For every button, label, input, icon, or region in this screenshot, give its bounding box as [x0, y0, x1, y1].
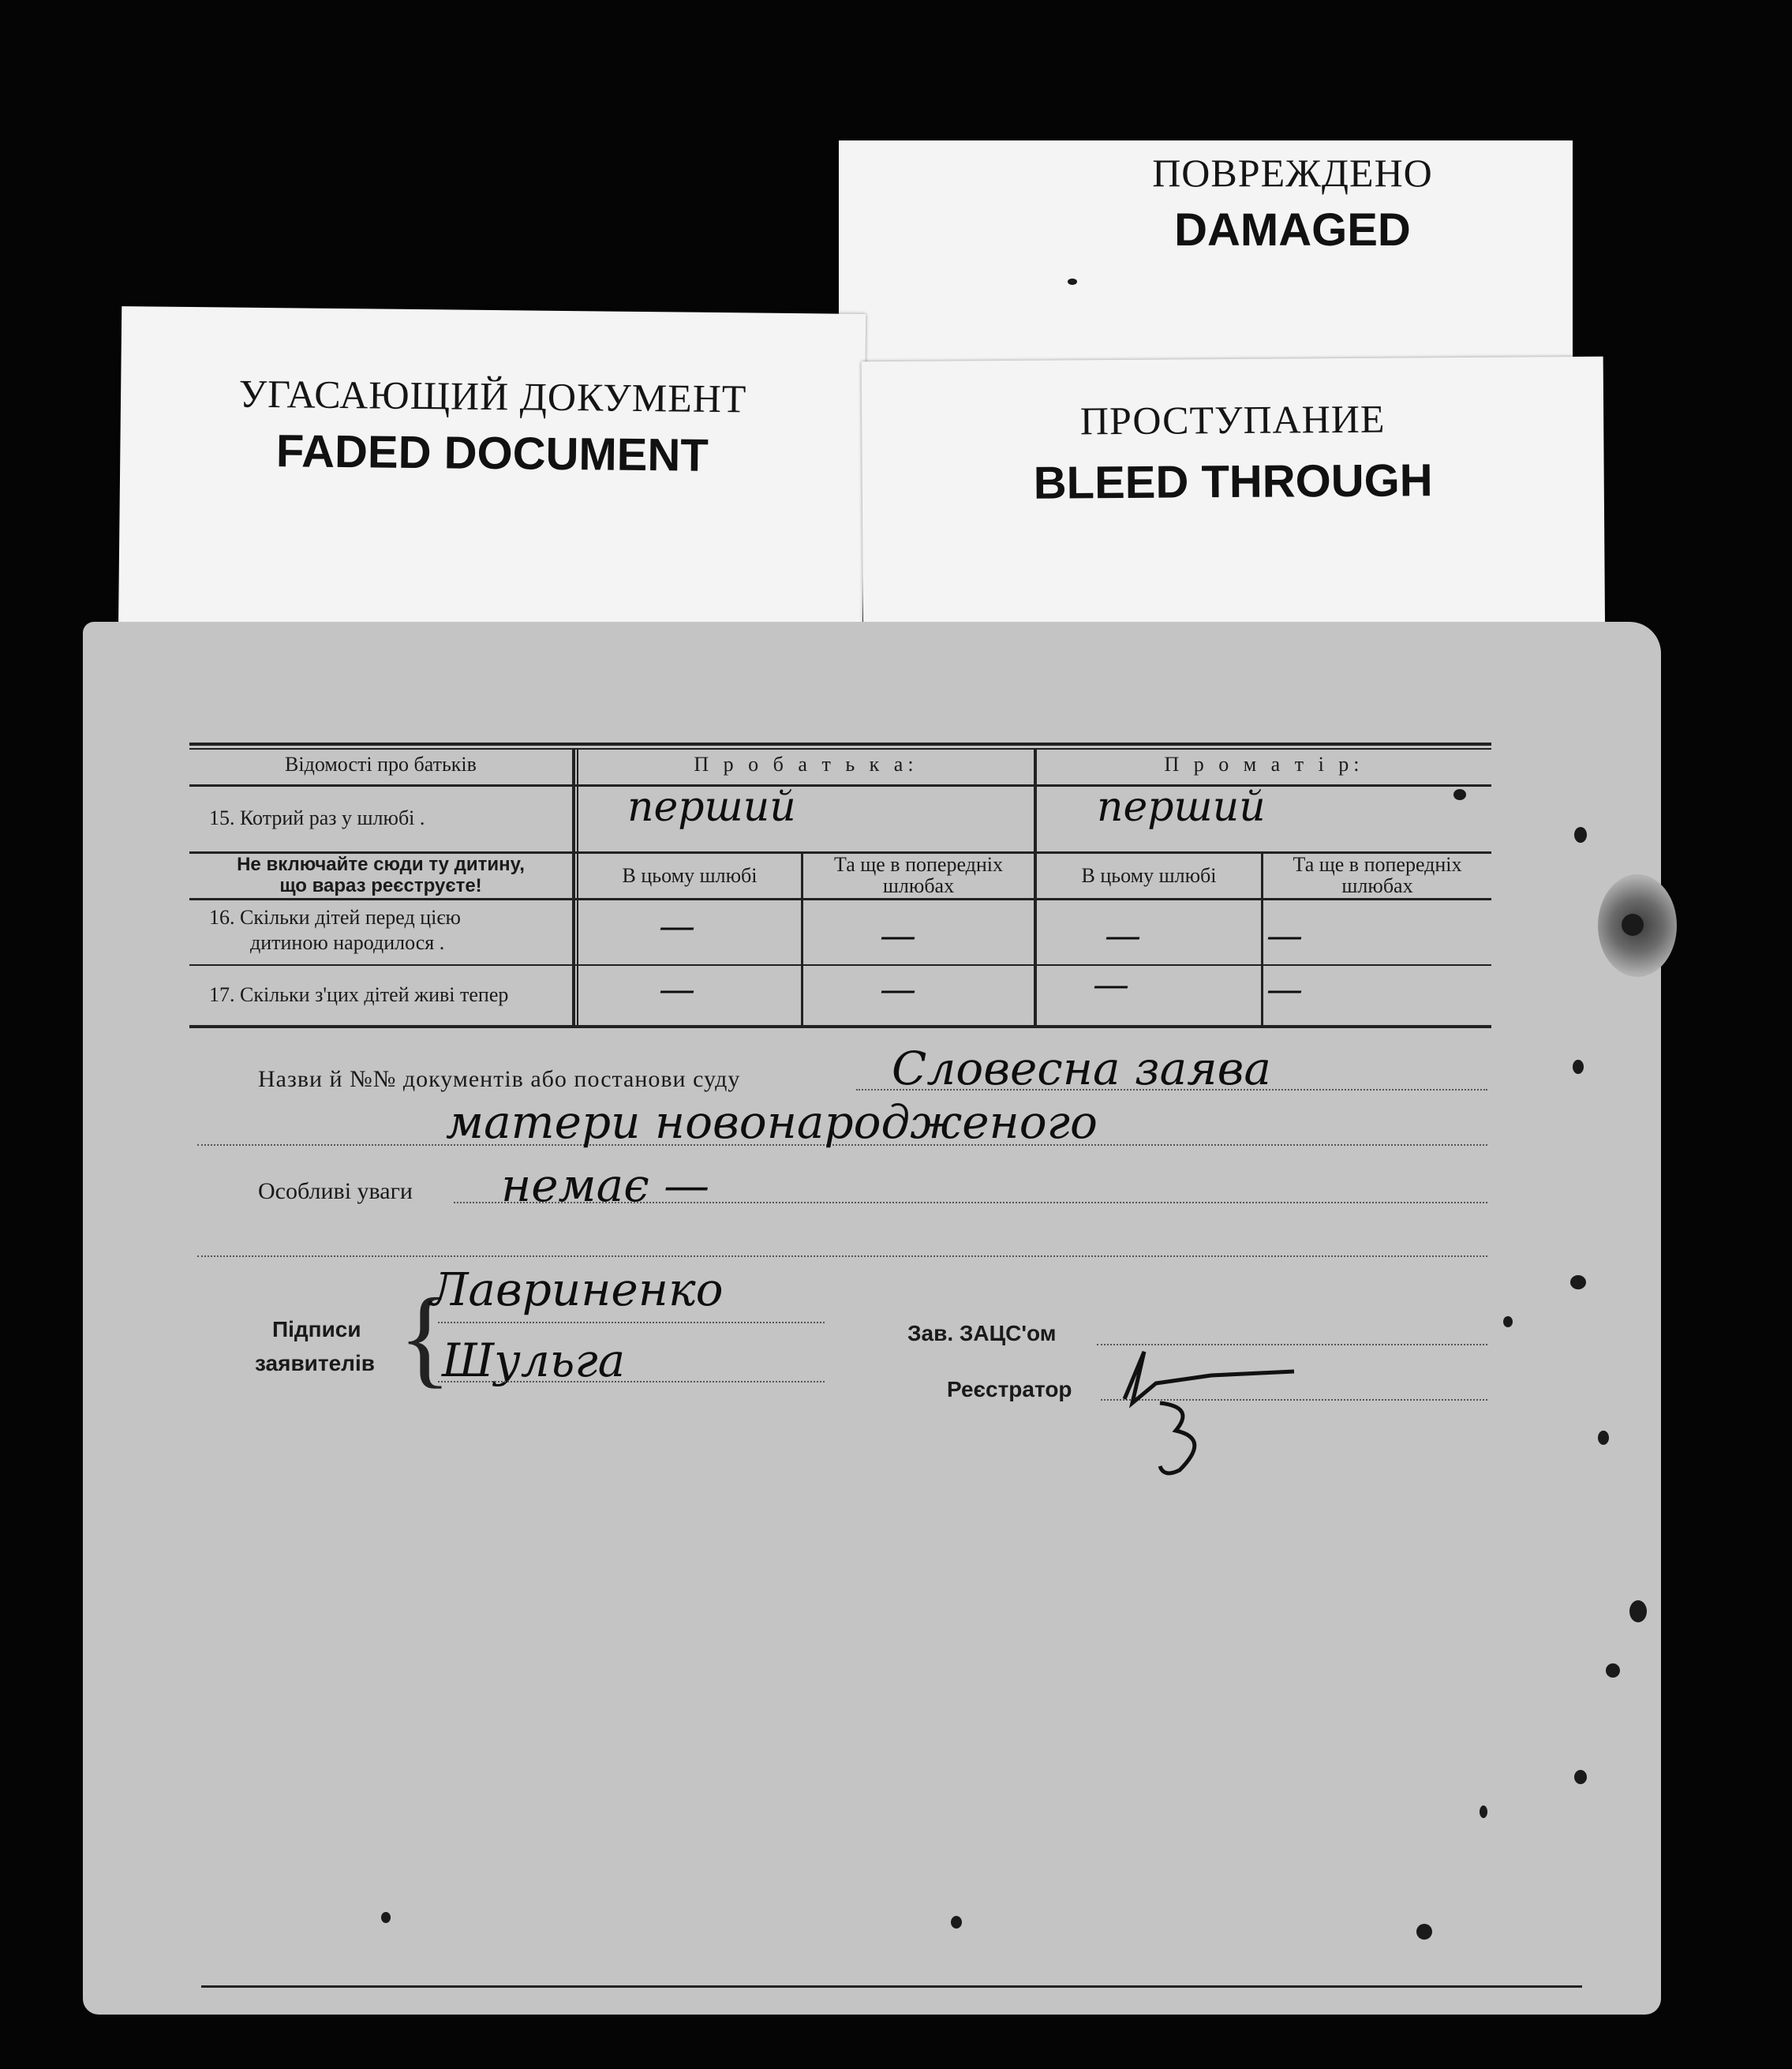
damaged-label-ru: ПОВРЕЖДЕНО	[1152, 151, 1433, 195]
row17-mother-this: —	[1093, 963, 1129, 1005]
registrar-signature-mark	[1101, 1328, 1377, 1486]
row16-label-line2: дитиною народилося .	[250, 931, 445, 954]
prev-marriages-line2: шлюбах	[882, 874, 955, 897]
registry-form-sheet	[83, 622, 1661, 2015]
prev-marriages-line2: шлюбах	[1341, 874, 1413, 897]
header-father: П р о б а т ь к а:	[694, 753, 918, 776]
documents-value-line1: Словесна заява	[892, 1042, 1271, 1095]
signatures-label-line1: Підписи	[272, 1317, 361, 1341]
signatures-label-line2: заявителів	[255, 1351, 375, 1375]
row17-father-prev: —	[880, 967, 916, 1010]
remarks-value: немає —	[501, 1158, 710, 1212]
signer2-signature: Шульга	[442, 1334, 626, 1387]
ink-dot	[1068, 279, 1077, 285]
mother-prev-marriages-header	[1263, 854, 1491, 896]
hole-mark	[1606, 1663, 1620, 1678]
faded-notice-card	[118, 306, 866, 653]
note-line1: Не включайте сюди ту дитину,	[237, 854, 525, 875]
father-this-marriage-header: В цьому шлюбі	[622, 864, 758, 887]
hole-mark	[1574, 827, 1587, 843]
hole-mark	[1480, 1805, 1487, 1818]
hole-mark	[1574, 1770, 1587, 1784]
hole-mark	[1453, 789, 1466, 800]
signatures-brace: {	[398, 1276, 452, 1398]
row15-label: 15. Котрий раз у шлюбі .	[209, 806, 425, 829]
hole-mark	[1573, 1060, 1584, 1074]
hole-mark	[381, 1912, 391, 1923]
remarks-label: Особливі уваги	[258, 1178, 413, 1204]
documents-label: Назви й №№ документів або постанови суду	[258, 1066, 741, 1092]
row16-mother-this: —	[1105, 914, 1141, 956]
hole-mark	[1570, 1275, 1586, 1289]
bleed-label-ru: ПРОСТУПАНИЕ	[1079, 396, 1386, 443]
prev-marriages-line1: Та ще в попередніх	[1293, 853, 1462, 876]
bleed-label-en: BLEED THROUGH	[1033, 455, 1433, 509]
row16-father-prev: —	[880, 914, 916, 956]
damaged-label-en: DAMAGED	[1174, 204, 1411, 256]
row16-father-this: —	[659, 904, 695, 947]
row16-label-line1: 16. Скільки дітей перед цією	[209, 906, 461, 929]
head-of-registry-label: Зав. ЗАЦС'ом	[907, 1321, 1057, 1345]
hole-mark	[1598, 1431, 1609, 1445]
faded-label-en: FADED DOCUMENT	[275, 425, 709, 481]
faded-label-ru: УГАСАЮЩИЙ ДОКУМЕНТ	[238, 371, 747, 421]
header-parents: Відомості про батьків	[285, 753, 477, 776]
mother-this-marriage-header: В цьому шлюбі	[1081, 864, 1217, 887]
hole-mark	[1416, 1924, 1432, 1940]
signer1-signature: Лавриненко	[430, 1263, 724, 1316]
row15-mother-value: перший	[1097, 784, 1266, 831]
hole-mark	[1629, 1600, 1647, 1622]
hole-mark	[951, 1916, 962, 1929]
row15-father-value: перший	[627, 784, 796, 831]
father-prev-marriages-header	[803, 854, 1034, 896]
prev-marriages-line1: Та ще в попередніх	[833, 853, 1004, 876]
row17-mother-prev: —	[1266, 967, 1303, 1010]
header-mother: П р о м а т і р:	[1164, 753, 1364, 776]
damaged-notice-card	[839, 140, 1573, 377]
note-line2: що вараз реєструєте!	[279, 875, 482, 896]
registrar-label: Реєстратор	[947, 1377, 1072, 1401]
row17-father-this: —	[659, 967, 695, 1010]
documents-value-line2: матери новонародженого	[446, 1095, 1098, 1149]
hole-mark	[1503, 1316, 1513, 1327]
row16-mother-prev: —	[1266, 914, 1303, 956]
stain-mark	[1622, 914, 1644, 936]
row17-label: 17. Скільки з'цих дітей живі тепер	[209, 983, 509, 1006]
